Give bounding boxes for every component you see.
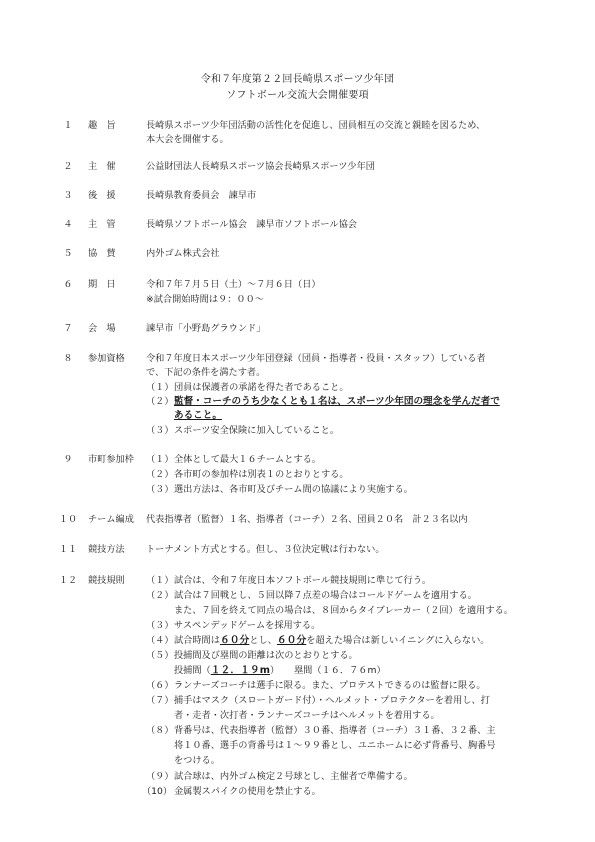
section-text: 本大会を開催する。 [146, 134, 229, 145]
section-number: ８ [63, 353, 73, 364]
section-number: １０ [58, 514, 78, 525]
section-text: 長崎県教育委員会 諫早市 [146, 190, 257, 201]
section-text: 長崎県スポーツ少年団活動の活性化を促進し、団員相互の交流と親睦を図るため、 [146, 120, 486, 131]
section-number: ９ [63, 454, 73, 465]
section-text: 内外ゴム株式会社 [146, 248, 220, 259]
section-label: 市町参加枠 [88, 454, 134, 465]
section-number: ６ [63, 279, 73, 290]
section-text: で、下記の条件を満たす者。 [146, 367, 266, 378]
pitching-distance-value: １２．１９m [210, 665, 270, 676]
time-limit-emphasis: ６０分 [276, 635, 307, 646]
section-number: ５ [63, 248, 73, 259]
section-number: ３ [63, 190, 73, 201]
section-label: 競技方法 [88, 544, 125, 555]
section-label: 主 管 [88, 219, 116, 230]
base-distance: 塁間（１６．７６m） [294, 665, 386, 676]
section-number: １ [63, 120, 73, 131]
section-number: １２ [58, 575, 78, 586]
section-label: チーム編成 [88, 514, 134, 525]
section-text: 諫早市「小野島グラウンド」 [146, 323, 266, 334]
section-text: 令和７年度日本スポーツ少年団登録（団員・指導者・役員・スタッフ）している者 [146, 353, 486, 364]
section-label: 競技規則 [88, 575, 125, 586]
section-label: 趣 旨 [88, 120, 116, 131]
document-page: 令和７年度第２２回長崎県スポーツ少年団 ソフトボール交流大会開催要項 １ 趣 旨 長崎県スポーツ少年団活動の活性化を促進し、団員相互の交流と親睦を図るため、 本大会を開催する。 ２ 主 催 公益財団法人長崎県スポーツ協会長崎県スポーツ少年団 ３ 後 援 長崎県教育委員会 諫早市 ４ 主 管 長崎県ソフトボール協会 諫早市ソフトボール協会 ５ 協 賛 内外ゴム株式会社 ６ 期 日 令和７年７月５日（土）～７月６日（日） ※試合開始時間は９：００～ ７ 会 場 諫早市「小野島グラウンド」 ８ 参加資格 令和７年度日本スポーツ少年団登録（団員・指導者・役員・スタッフ）している者 で、下記の条件を満たす者。 （１） 団員は保護者の承諾を得た者であること。 （２） 監督・コーチのうち少なくとも１名は、スポーツ少年団の理念を学んだ者で あること。 （３） スポーツ安全保険に加入していること。 ９ 市町参加枠 （１） 全体として最大１６チームとする。 （２） 各市町の参加枠は別表１のとおりとする。 （３） 選出方法は、各市町及びチーム間の協議により実施する。 １０ チーム編成 代表指導者（監督）１名、指導者（コーチ）２名、団員２０名 計２３名以内 １１ 競技方法 トーナメント方式とする。但し、３位決定戦は行わない。 １２ 競技規則 （１） 試合は、令和７年度日本ソフトボール競技規則に準じて行う。 （２） 試合は７回戦とし、５回以降７点差の場合はコールドゲームを適用する。 また、７回を終えて同点の場合は、８回からタイブレーカー（２回）を適用する。 （３） サスペンデッドゲームを採用する。 （４） 試合時間は６０分とし、６０分を超えた場合は新しいイニングに入らない。 （５） 投捕間及び塁間の距離は次のとおりとする。 投捕間（１２．１９m） 塁間（１６．７６m） （６） ランナーズコーチは選手に限る。また、プロテストできるのは監督に限る。 （７） 捕手はマスク（スロートガード付）・ヘルメット・プロテクターを着用し、打 者・走者・次打者・ランナーズコーチはヘルメットを着用する。 （８） 背番号は、代表指導者（監督）３０番、指導者（コーチ）３１番、３２番、主 将１０番、選手の背番号は１～９９番とし、ユニホームに必ず背番号、胸番号 をつける。 （９） 試合球は、内外ゴム検定２号球とし、主催者で準備する。 （10） 金属製スパイクの使用を禁止する。 [0, 0, 595, 842]
section-text: 長崎県ソフトボール協会 諫早市ソフトボール協会 [146, 219, 357, 230]
section-text: ※試合開始時間は９：００～ [146, 294, 264, 305]
section-text: 公益財団法人長崎県スポーツ協会長崎県スポーツ少年団 [146, 161, 375, 172]
section-text: 代表指導者（監督）１名、指導者（コーチ）２名、団員２０名 計２３名以内 [146, 514, 468, 525]
section-text: 令和７年７月５日（土）～７月６日（日） [146, 279, 321, 290]
section-number: ７ [63, 323, 73, 334]
document-title-line-2: ソフトボール交流大会開催要項 [226, 90, 369, 101]
section-label: 会 場 [88, 323, 116, 334]
section-text: トーナメント方式とする。但し、３位決定戦は行わない。 [146, 544, 385, 555]
section-label: 主 催 [88, 161, 116, 172]
section-label: 協 賛 [88, 248, 116, 259]
time-limit-emphasis: ６０分 [219, 635, 250, 646]
section-label: 期 日 [88, 279, 116, 290]
section-label: 参加資格 [88, 353, 125, 364]
document-title-line-1: 令和７年度第２２回長崎県スポーツ少年団 [200, 74, 395, 85]
section-number: １１ [58, 544, 78, 555]
section-label: 後 援 [88, 190, 116, 201]
section-number: ２ [63, 161, 73, 172]
section-number: ４ [63, 219, 73, 230]
